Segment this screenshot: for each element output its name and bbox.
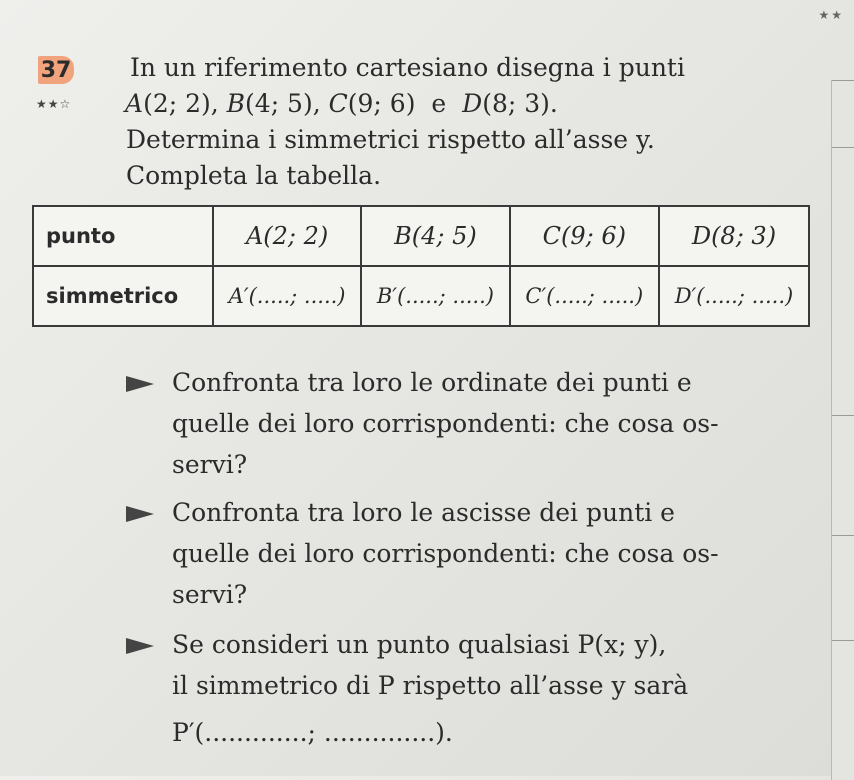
question-3-line-3: P′(.............; ..............).	[172, 718, 453, 747]
question-1-line-2: quelle dei loro corrispondenti: che cosa os-	[172, 409, 719, 438]
point-d-name: D	[462, 89, 483, 118]
conjunction: e	[431, 89, 447, 118]
difficulty-stars: ★★☆	[36, 97, 72, 111]
table-cell-point: A(2; 2)	[213, 206, 361, 266]
exercise-number: 37	[38, 56, 74, 84]
points-line	[125, 88, 558, 119]
bullet-arrow-icon	[126, 638, 154, 654]
table-cell-point: D(8; 3)	[659, 206, 809, 266]
table-cell-symmetric[interactable]: B′(.....; .....)	[361, 266, 509, 326]
bullet-arrow-icon	[126, 376, 154, 392]
point-b-coords: (4; 5),	[245, 89, 321, 118]
point-c-coords: (9; 6)	[347, 89, 416, 118]
exercise-line-4: Completa la tabella.	[126, 161, 382, 190]
table-cell-symmetric[interactable]: D′(.....; .....)	[659, 266, 809, 326]
question-2-line-1: Confronta tra loro le ascisse dei punti e	[172, 498, 675, 527]
edge-line	[832, 147, 854, 148]
row-header-punto: punto	[33, 206, 213, 266]
row-header-simmetrico: simmetrico	[33, 266, 213, 326]
question-3-line-2: il simmetrico di P rispetto all’asse y sarà	[172, 671, 689, 700]
bullet-arrow-icon	[126, 506, 154, 522]
point-a-coords: (2; 2),	[143, 89, 219, 118]
exercise-line-1: In un riferimento cartesiano disegna i punti	[130, 53, 685, 82]
point-a-name: A	[125, 89, 144, 118]
edge-line	[832, 640, 854, 641]
symmetry-table	[32, 205, 810, 327]
table-row-symmetrics	[33, 266, 809, 326]
table-row-points	[33, 206, 809, 266]
question-1-line-1: Confronta tra loro le ordinate dei punti e	[172, 368, 692, 397]
table-cell-symmetric[interactable]: C′(.....; .....)	[510, 266, 659, 326]
question-2-line-3: servi?	[172, 580, 248, 609]
question-1-line-3: servi?	[172, 450, 248, 479]
point-d-coords: (8; 3).	[482, 89, 558, 118]
exercise-line-3: Determina i simmetrici rispetto all’asse y.	[126, 125, 655, 154]
question-2-line-2: quelle dei loro corrispondenti: che cosa os-	[172, 539, 719, 568]
edge-line	[832, 415, 854, 416]
point-c-name: C	[328, 89, 348, 118]
edge-line	[832, 80, 854, 81]
table-cell-point: B(4; 5)	[361, 206, 509, 266]
question-3-line-1: Se consideri un punto qualsiasi P(x; y),	[172, 630, 667, 659]
corner-stars: ★★	[818, 8, 844, 22]
table-cell-symmetric[interactable]: A′(.....; .....)	[213, 266, 361, 326]
page-edge	[831, 80, 854, 780]
point-b-name: B	[226, 89, 246, 118]
edge-line	[832, 535, 854, 536]
table-cell-point: C(9; 6)	[510, 206, 659, 266]
